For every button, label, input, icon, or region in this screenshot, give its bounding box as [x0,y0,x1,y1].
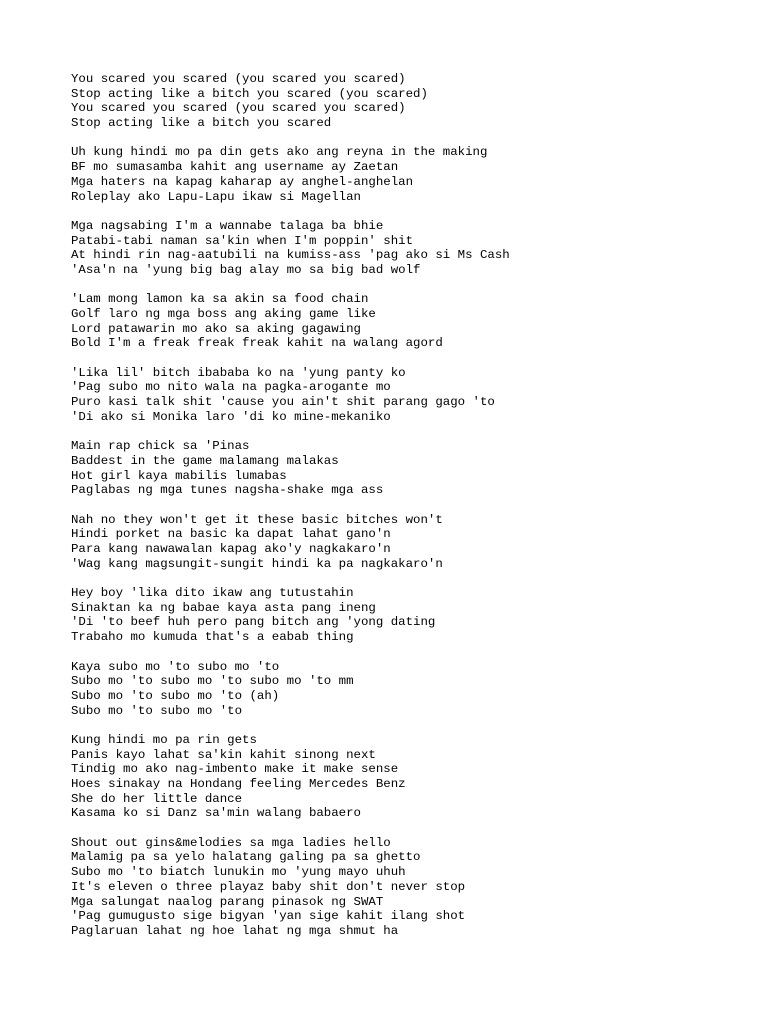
stanza-10 [71,733,768,821]
lyric-line: 'Lam mong lamon ka sa akin sa food chain [71,292,369,307]
stanza-6 [71,439,768,498]
lyrics-page [71,72,768,953]
lyric-line: Para kang nawawalan kapag ako'y nagkakaro'n [71,542,391,556]
stanza-9 [71,660,768,719]
stanza-2 [71,145,768,204]
lyric-line: Subo mo 'to biatch lunukin mo 'yung mayo uhuh [71,865,406,880]
lyric-line: 'Pag gumugusto sige bigyan 'yan sige kahit ilang shot [71,909,466,924]
lyric-line: Mga salungat naalog parang pinasok ng SWAT [71,894,384,909]
lyric-line: 'Pag subo mo nito wala na pagka-arogante mo [71,380,391,395]
lyric-line: 'Lika lil' bitch ibababa ko na 'yung panty ko [71,365,406,380]
stanza-1 [71,72,768,131]
lyric-line: Stop acting like a bitch you scared [71,116,332,131]
lyric-line: You scared you scared (you scared you scared) [71,72,406,86]
stanza-7 [71,513,768,572]
lyric-line: Nah no they won't get it these basic bitches won't [71,512,443,527]
lyric-line: Lord patawarin mo ako sa aking gagawing [71,321,361,336]
lyric-line: Paglabas ng mga tunes nagsha-shake mga ass [71,483,384,498]
lyric-line: At hindi rin nag-aatubili na kumiss-ass 'pag ako si Ms Cash [71,248,510,263]
lyric-line: Main rap chick sa 'Pinas [71,439,250,454]
lyric-line: Kung hindi mo pa rin gets [71,732,257,747]
lyric-line: Panis kayo lahat sa'kin kahit sinong next [71,747,376,762]
lyric-line: BF mo sumasamba kahit ang username ay Zaetan [71,160,399,175]
lyric-line: 'Asa'n na 'yung big bag alay mo sa big bad wolf [71,262,421,277]
lyric-line: You scared you scared (you scared you scared) [71,101,406,116]
lyric-line: Mga haters na kapag kaharap ay anghel-anghelan [71,174,414,189]
lyric-line: Malamig pa sa yelo halatang galing pa sa ghetto [71,850,421,865]
lyric-line: 'Di 'to beef huh pero pang bitch ang 'yong dating [71,615,436,630]
lyric-line: 'Wag kang magsungit-sungit hindi ka pa nagkakaro'n [71,556,443,571]
lyric-line: Subo mo 'to subo mo 'to [71,703,243,718]
stanza-4 [71,292,768,351]
lyric-line: Roleplay ako Lapu-Lapu ikaw si Magellan [71,189,361,204]
lyric-line: Uh kung hindi mo pa din gets ako ang reyna in the making [71,145,488,160]
lyric-line: 'Di ako si Monika laro 'di ko mine-mekaniko [71,409,391,424]
lyric-line: Subo mo 'to subo mo 'to subo mo 'to mm [71,674,354,689]
stanza-5 [71,366,768,425]
lyric-line: Trabaho mo kumuda that's a eabab thing [71,630,354,645]
lyric-line: Mga nagsabing I'm a wannabe talaga ba bhie [71,218,384,233]
lyric-line: Hindi porket na basic ka dapat lahat gano'n [71,527,391,542]
lyric-line: Kasama ko si Danz sa'min walang babaero [71,806,361,821]
lyric-line: Kaya subo mo 'to subo mo 'to [71,659,280,674]
lyric-line: It's eleven o three playaz baby shit don't never stop [71,879,466,894]
lyric-line: Hey boy 'lika dito ikaw ang tutustahin [71,586,354,601]
lyric-line: Patabi-tabi naman sa'kin when I'm poppin' shit [71,233,414,248]
lyric-line: Hot girl kaya mabilis lumabas [71,468,287,483]
lyric-line: Paglaruan lahat ng hoe lahat ng mga shmut ha [71,923,399,938]
lyric-line: Tindig mo ako nag-imbento make it make sense [71,762,399,777]
lyric-line: Shout out gins&melodies sa mga ladies hello [71,835,391,850]
lyric-line: Baddest in the game malamang malakas [71,453,339,468]
stanza-3 [71,219,768,278]
lyric-line: She do her little dance [71,791,243,806]
lyric-line: Puro kasi talk shit 'cause you ain't shit parang gago 'to [71,395,495,410]
stanza-8 [71,586,768,645]
lyric-line: Golf laro ng mga boss ang aking game like [71,307,376,321]
lyric-line: Sinaktan ka ng babae kaya asta pang ineng [71,600,376,615]
lyric-line: Stop acting like a bitch you scared (you scared) [71,86,428,101]
lyric-line: Hoes sinakay na Hondang feeling Mercedes Benz [71,777,406,791]
lyric-line: Bold I'm a freak freak freak kahit na walang agord [71,336,443,351]
lyric-line: Subo mo 'to subo mo 'to (ah) [71,688,280,703]
stanza-11 [71,836,768,939]
